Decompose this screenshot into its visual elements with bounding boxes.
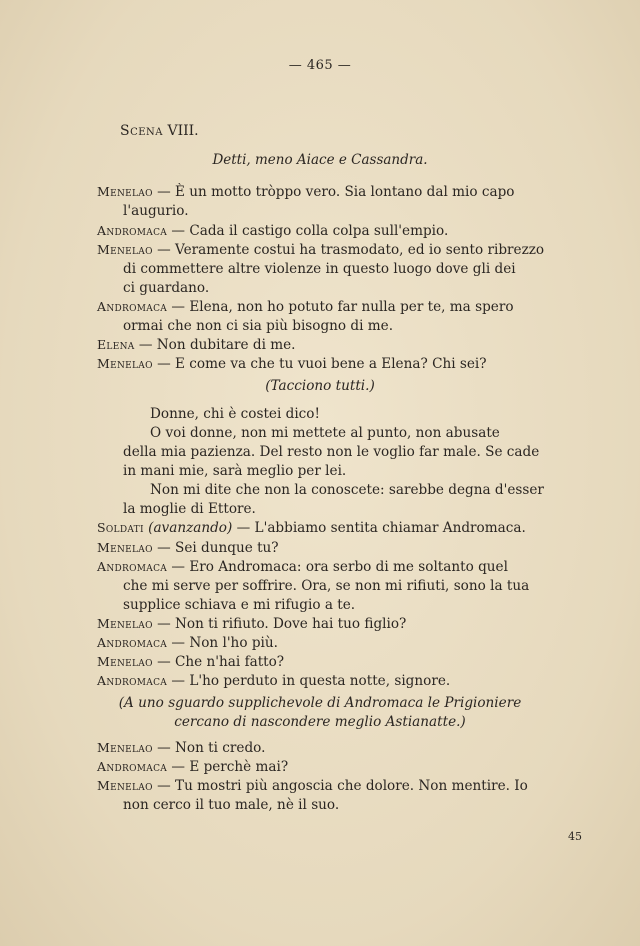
speaker: Soldati bbox=[97, 520, 144, 535]
paragraph-line: Donne, chi è costei dico! bbox=[150, 406, 320, 422]
dialogue-line bbox=[97, 739, 265, 757]
line-text: — Tu mostri più angoscia che dolore. Non mentire. Io bbox=[157, 778, 528, 794]
dialogue-line bbox=[97, 558, 508, 576]
scene-heading bbox=[120, 123, 199, 139]
line-continuation: della mia pazienza. Del resto non le voglio far male. Se cade bbox=[123, 444, 540, 460]
scene-subtitle: Detti, meno Aiace e Cassandra. bbox=[212, 152, 428, 168]
line-text: — Sei dunque tu? bbox=[157, 540, 279, 556]
speaker: Andromaca bbox=[97, 635, 168, 650]
line-text: — E come va che tu vuoi bene a Elena? Chi sei? bbox=[157, 356, 487, 372]
paragraph-line: Non mi dite che non la conoscete: sarebbe degna d'esser bbox=[150, 482, 544, 498]
dialogue-line bbox=[97, 672, 450, 690]
line-text: — Che n'hai fatto? bbox=[157, 654, 285, 670]
paragraph-line: O voi donne, non mi mettete al punto, non abusate bbox=[150, 425, 500, 441]
dialogue-line bbox=[97, 241, 544, 259]
stage-direction: (Tacciono tutti.) bbox=[265, 378, 375, 394]
dialogue-line bbox=[97, 355, 487, 373]
line-continuation: la moglie di Ettore. bbox=[123, 501, 256, 517]
speaker: Menelao bbox=[97, 616, 153, 631]
page-number: — 465 — bbox=[288, 58, 352, 73]
speaker: Menelao bbox=[97, 184, 153, 199]
line-text: — Cada il castigo colla colpa sull'empio. bbox=[171, 223, 449, 239]
speaker: Menelao bbox=[97, 540, 153, 555]
dialogue-line bbox=[97, 615, 406, 633]
dialogue-line bbox=[97, 758, 288, 776]
line-continuation: non cerco il tuo male, nè il suo. bbox=[123, 797, 340, 813]
line-text: — Veramente costui ha trasmodato, ed io sento ribrezzo bbox=[157, 242, 545, 258]
dialogue-line bbox=[97, 634, 278, 652]
speaker: Menelao bbox=[97, 242, 153, 257]
line-text: — Elena, non ho potuto far nulla per te, ma spero bbox=[171, 299, 514, 315]
line-continuation: l'augurio. bbox=[123, 203, 189, 219]
line-text: — Non dubitare di me. bbox=[138, 337, 296, 353]
dialogue-line bbox=[97, 539, 279, 557]
line-text: — L'abbiamo sentita chiamar Andromaca. bbox=[236, 520, 526, 536]
line-continuation: di commettere altre violenze in questo luogo dove gli dei bbox=[123, 261, 516, 277]
speaker: Menelao bbox=[97, 654, 153, 669]
line-text: — Non ti rifiuto. Dove hai tuo figlio? bbox=[157, 616, 407, 632]
line-text: — Non ti credo. bbox=[157, 740, 266, 756]
line-text: — Ero Andromaca: ora serbo di me soltanto quel bbox=[171, 559, 508, 575]
dialogue-line bbox=[97, 519, 526, 537]
dialogue-line bbox=[97, 653, 284, 671]
speaker: Andromaca bbox=[97, 673, 168, 688]
dialogue-line bbox=[97, 777, 528, 795]
line-continuation: ci guardano. bbox=[123, 280, 210, 296]
line-continuation: supplice schiava e mi rifugio a te. bbox=[123, 597, 356, 613]
speaker: Menelao bbox=[97, 778, 153, 793]
line-text: — L'ho perduto in questa notte, signore. bbox=[171, 673, 451, 689]
line-continuation: che mi serve per soffrire. Ora, se non mi rifiuti, sono la tua bbox=[123, 578, 530, 594]
scene-label: Scena bbox=[120, 123, 164, 139]
speaker: Andromaca bbox=[97, 559, 168, 574]
speaker: Andromaca bbox=[97, 299, 168, 314]
line-text: — Non l'ho più. bbox=[171, 635, 278, 651]
stage-direction: cercano di nascondere meglio Astianatte.) bbox=[174, 714, 466, 730]
scene-number: VIII. bbox=[167, 123, 199, 139]
dialogue-line bbox=[97, 183, 515, 201]
speaker: Menelao bbox=[97, 356, 153, 371]
speaker: Andromaca bbox=[97, 223, 168, 238]
dialogue-line bbox=[97, 336, 296, 354]
speaker: Menelao bbox=[97, 740, 153, 755]
speaker: Elena bbox=[97, 337, 135, 352]
line-text: — E perchè mai? bbox=[171, 759, 289, 775]
dialogue-line bbox=[97, 222, 448, 240]
line-continuation: ormai che non ci sia più bisogno di me. bbox=[123, 318, 394, 334]
line-continuation: in mani mie, sarà meglio per lei. bbox=[123, 463, 347, 479]
speaker: Andromaca bbox=[97, 759, 168, 774]
inline-direction: (avanzando) bbox=[148, 520, 233, 536]
stage-direction: (A uno sguardo supplichevole di Andromaca le Prigioniere bbox=[118, 695, 522, 711]
signature-mark: 45 bbox=[568, 830, 582, 843]
line-text: — È un motto tròppo vero. Sia lontano dal mio capo bbox=[157, 184, 515, 200]
dialogue-line bbox=[97, 298, 514, 316]
